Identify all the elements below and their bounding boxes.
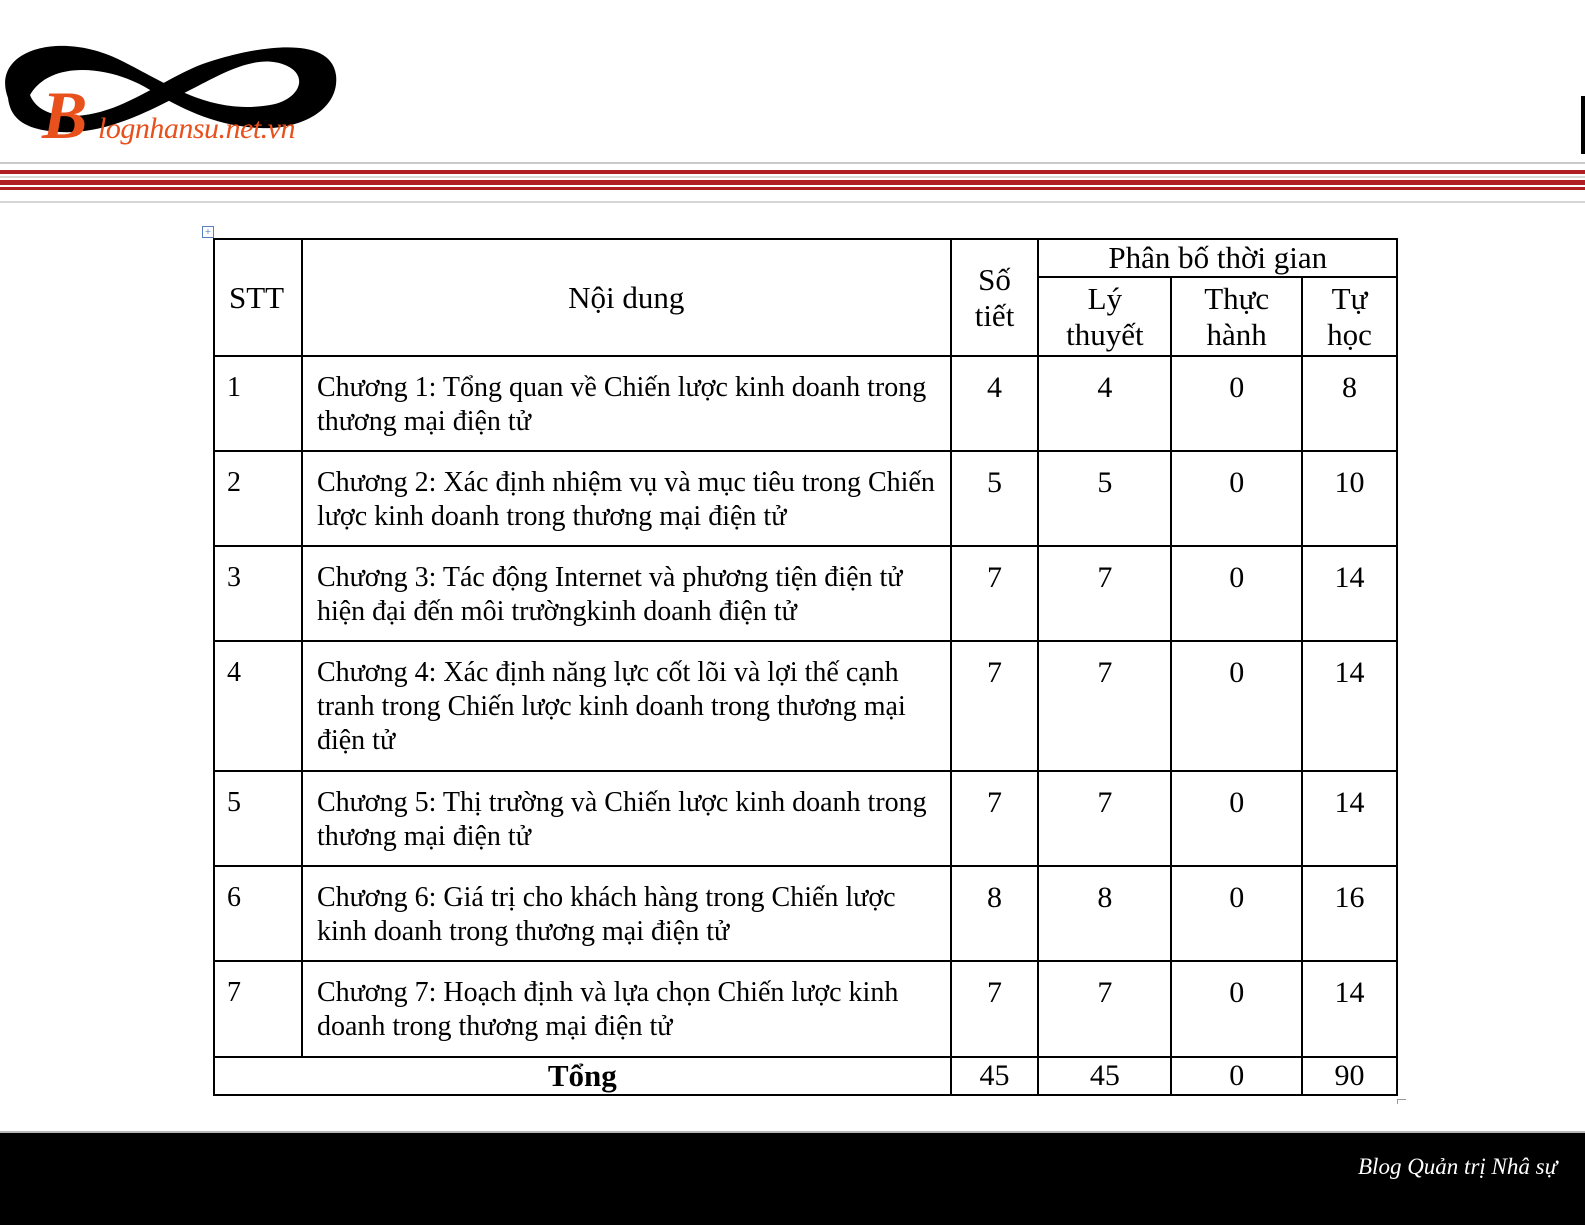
row-stt: 1	[214, 356, 302, 451]
row-thuc-hanh: 0	[1171, 866, 1302, 961]
row-ly-thuyet: 8	[1038, 866, 1171, 961]
logo-text: lognhansu.net.vn	[98, 112, 295, 145]
header-stt: STT	[214, 239, 302, 356]
header-thuc-hanh	[1171, 277, 1302, 356]
row-so-tiet: 7	[951, 641, 1039, 771]
header-tu-line1: Tự	[1331, 280, 1368, 316]
row-so-tiet: 4	[951, 356, 1039, 451]
row-stt: 6	[214, 866, 302, 961]
row-stt: 7	[214, 961, 302, 1057]
header-so-tiet-line2: tiết	[974, 297, 1015, 333]
row-content: Chương 3: Tác động Internet và phương tiện điện tử hiện đại đến môi trườngkinh doanh điện tử	[302, 546, 951, 641]
row-tu-hoc: 14	[1302, 771, 1397, 866]
table-row	[214, 356, 1397, 451]
header-ly-thuyet	[1038, 277, 1171, 356]
header-tu-line2: học	[1327, 316, 1372, 352]
row-ly-thuyet: 5	[1038, 451, 1171, 546]
row-content: Chương 2: Xác định nhiệm vụ và mục tiêu trong Chiến lược kinh doanh trong thương mại điện tử	[302, 451, 951, 546]
row-so-tiet: 7	[951, 961, 1039, 1057]
table-row	[214, 451, 1397, 546]
row-thuc-hanh: 0	[1171, 451, 1302, 546]
header-thuc-line2: hành	[1206, 316, 1267, 352]
row-tu-hoc: 8	[1302, 356, 1397, 451]
row-thuc-hanh: 0	[1171, 771, 1302, 866]
row-so-tiet: 7	[951, 546, 1039, 641]
table-total-row	[214, 1057, 1397, 1095]
total-thuc-hanh: 0	[1171, 1057, 1302, 1095]
row-stt: 3	[214, 546, 302, 641]
header-ly-line1: Lý	[1087, 280, 1123, 316]
row-tu-hoc: 10	[1302, 451, 1397, 546]
row-ly-thuyet: 7	[1038, 771, 1171, 866]
syllabus-table	[213, 238, 1398, 1096]
footer-bar	[0, 1133, 1585, 1225]
total-tu-hoc: 90	[1302, 1057, 1397, 1095]
total-label: Tổng	[214, 1057, 951, 1095]
edge-mark	[1581, 96, 1585, 154]
row-thuc-hanh: 0	[1171, 356, 1302, 451]
row-so-tiet: 8	[951, 866, 1039, 961]
row-ly-thuyet: 7	[1038, 961, 1171, 1057]
row-content: Chương 1: Tổng quan về Chiến lược kinh doanh trong thương mại điện tử	[302, 356, 951, 451]
row-tu-hoc: 14	[1302, 546, 1397, 641]
header-divider	[0, 162, 1585, 206]
row-content: Chương 6: Giá trị cho khách hàng trong Chiến lược kinh doanh trong thương mại điện tử	[302, 866, 951, 961]
table-row	[214, 961, 1397, 1057]
logo-initial: B	[42, 77, 88, 153]
header-thuc-line1: Thực	[1204, 280, 1270, 316]
row-so-tiet: 5	[951, 451, 1039, 546]
table-row	[214, 771, 1397, 866]
row-stt: 4	[214, 641, 302, 771]
header-time-allocation: Phân bố thời gian	[1038, 239, 1397, 277]
row-content: Chương 7: Hoạch định và lựa chọn Chiến lược kinh doanh trong thương mại điện tử	[302, 961, 951, 1057]
row-thuc-hanh: 0	[1171, 641, 1302, 771]
total-so-tiet: 45	[951, 1057, 1039, 1095]
total-ly-thuyet: 45	[1038, 1057, 1171, 1095]
table-row	[214, 866, 1397, 961]
table-resize-handle[interactable]	[1397, 1099, 1406, 1104]
header-so-tiet	[951, 239, 1039, 356]
row-tu-hoc: 14	[1302, 641, 1397, 771]
footer-blog-title: Blog Quản trị Nhâ sự	[1358, 1154, 1558, 1179]
row-thuc-hanh: 0	[1171, 546, 1302, 641]
header-tu-hoc	[1302, 277, 1397, 356]
header-ly-line2: thuyết	[1066, 316, 1144, 352]
header-so-tiet-line1: Số	[978, 261, 1011, 297]
header-content: Nội dung	[302, 239, 951, 356]
row-ly-thuyet: 4	[1038, 356, 1171, 451]
table-header-row	[214, 239, 1397, 277]
row-content: Chương 4: Xác định năng lực cốt lõi và lợi thế cạnh tranh trong Chiến lược kinh doanh trong thương mại điện tử	[302, 641, 951, 771]
row-stt: 5	[214, 771, 302, 866]
table-move-handle-icon[interactable]: +	[202, 226, 214, 238]
row-tu-hoc: 16	[1302, 866, 1397, 961]
row-content: Chương 5: Thị trường và Chiến lược kinh doanh trong thương mại điện tử	[302, 771, 951, 866]
table-row	[214, 641, 1397, 771]
row-ly-thuyet: 7	[1038, 546, 1171, 641]
row-tu-hoc: 14	[1302, 961, 1397, 1057]
row-stt: 2	[214, 451, 302, 546]
table-row	[214, 546, 1397, 641]
row-thuc-hanh: 0	[1171, 961, 1302, 1057]
row-ly-thuyet: 7	[1038, 641, 1171, 771]
row-so-tiet: 7	[951, 771, 1039, 866]
